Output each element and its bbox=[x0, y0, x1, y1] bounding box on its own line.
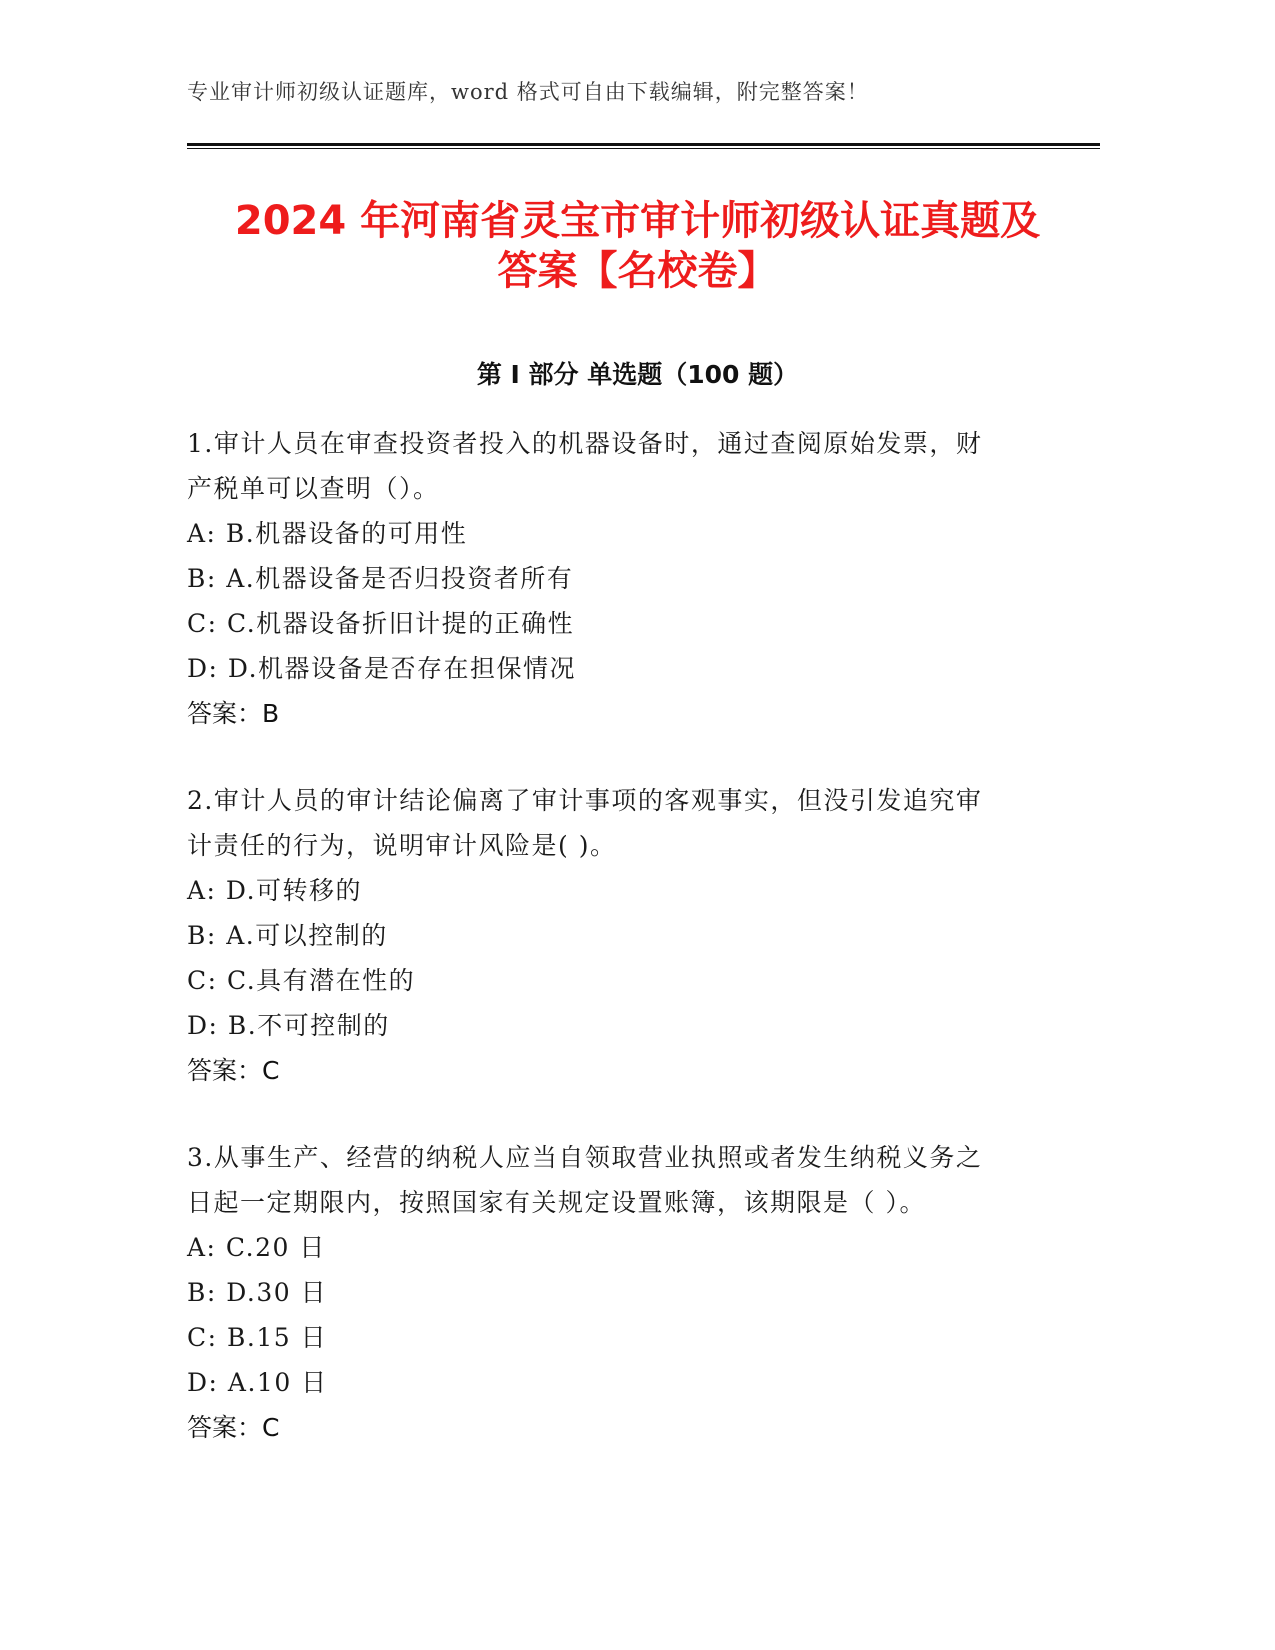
option-a: A: D.可转移的 bbox=[187, 876, 363, 905]
option-c: C: C.机器设备折旧计提的正确性 bbox=[187, 609, 575, 638]
question-stem-line2: 日起一定期限内，按照国家有关规定设置账簿，该期限是（ ）。 bbox=[187, 1188, 926, 1217]
option-c: C: C.具有潜在性的 bbox=[187, 966, 416, 995]
question-1 bbox=[187, 421, 1067, 736]
answer: 答案：C bbox=[187, 1413, 280, 1442]
header-rule-thin bbox=[187, 148, 1100, 149]
answer: 答案：C bbox=[187, 1056, 280, 1085]
document-title bbox=[150, 196, 1125, 296]
option-c: C: B.15 日 bbox=[187, 1323, 328, 1352]
option-d: D: A.10 日 bbox=[187, 1368, 328, 1397]
option-b: B: A.可以控制的 bbox=[187, 921, 388, 950]
question-stem-line1: 2.审计人员的审计结论偏离了审计事项的客观事实，但没引发追究审 bbox=[187, 786, 983, 815]
header-note: 专业审计师初级认证题库，word 格式可自由下载编辑，附完整答案！ bbox=[187, 80, 869, 104]
header-rule-thick bbox=[187, 143, 1100, 146]
question-stem-line1: 3.从事生产、经营的纳税人应当自领取营业执照或者发生纳税义务之 bbox=[187, 1143, 983, 1172]
section-title: 第 I 部分 单选题（100 题） bbox=[476, 360, 799, 389]
question-2 bbox=[187, 778, 1067, 1093]
question-stem-line1: 1.审计人员在审查投资者投入的机器设备时，通过查阅原始发票，财 bbox=[187, 429, 983, 458]
option-d: D: D.机器设备是否存在担保情况 bbox=[187, 654, 577, 683]
option-b: B: D.30 日 bbox=[187, 1278, 328, 1307]
question-3 bbox=[187, 1135, 1067, 1450]
question-stem-line2: 产税单可以查明（）。 bbox=[187, 474, 440, 503]
option-b: B: A.机器设备是否归投资者所有 bbox=[187, 564, 574, 593]
option-d: D: B.不可控制的 bbox=[187, 1011, 390, 1040]
question-stem-line2: 计责任的行为，说明审计风险是( )。 bbox=[187, 831, 617, 860]
option-a: A: B.机器设备的可用性 bbox=[187, 519, 468, 548]
answer: 答案：B bbox=[187, 699, 280, 728]
option-a: A: C.20 日 bbox=[187, 1233, 326, 1262]
document-title-line2: 答案【名校卷】 bbox=[497, 248, 778, 294]
document-title-line1: 2024 年河南省灵宝市审计师初级认证真题及 bbox=[234, 198, 1041, 244]
